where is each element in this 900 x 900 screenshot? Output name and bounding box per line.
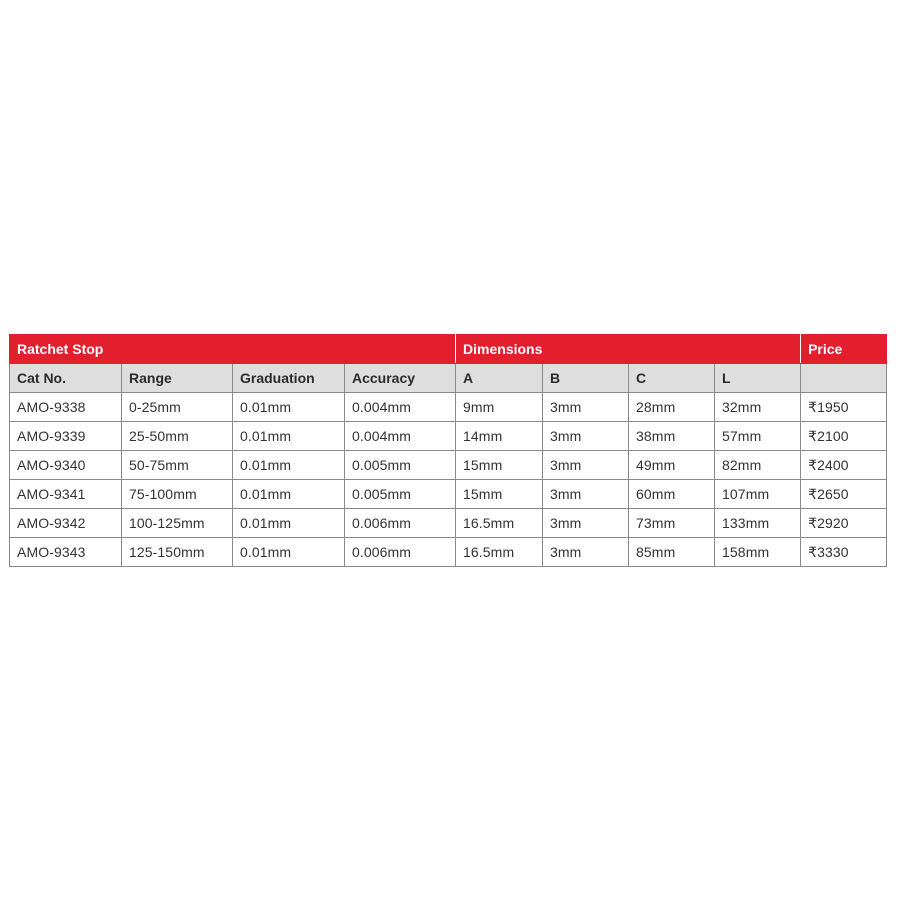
table-row bbox=[10, 422, 887, 451]
cell-range: 100-125mm bbox=[122, 509, 233, 538]
cell-price: ₹1950 bbox=[801, 393, 887, 422]
cell-a: 15mm bbox=[456, 451, 543, 480]
cell-a: 9mm bbox=[456, 393, 543, 422]
group-header-price: Price bbox=[801, 335, 887, 364]
cell-l: 158mm bbox=[715, 538, 801, 567]
cell-b: 3mm bbox=[543, 480, 629, 509]
cell-l: 107mm bbox=[715, 480, 801, 509]
cell-l: 57mm bbox=[715, 422, 801, 451]
cell-graduation: 0.01mm bbox=[233, 393, 345, 422]
cell-accuracy: 0.006mm bbox=[345, 509, 456, 538]
cell-l: 133mm bbox=[715, 509, 801, 538]
column-header-cat-no: Cat No. bbox=[10, 364, 122, 393]
ratchet-stop-spec-table bbox=[9, 334, 887, 567]
table-row bbox=[10, 538, 887, 567]
cell-a: 15mm bbox=[456, 480, 543, 509]
table-row bbox=[10, 393, 887, 422]
column-header-l: L bbox=[715, 364, 801, 393]
cell-accuracy: 0.004mm bbox=[345, 393, 456, 422]
cell-c: 49mm bbox=[629, 451, 715, 480]
column-header-b: B bbox=[543, 364, 629, 393]
cell-c: 60mm bbox=[629, 480, 715, 509]
cell-range: 0-25mm bbox=[122, 393, 233, 422]
group-header-dimensions: Dimensions bbox=[456, 335, 801, 364]
column-header-a: A bbox=[456, 364, 543, 393]
cell-b: 3mm bbox=[543, 538, 629, 567]
cell-c: 73mm bbox=[629, 509, 715, 538]
cell-accuracy: 0.004mm bbox=[345, 422, 456, 451]
table-row bbox=[10, 509, 887, 538]
cell-l: 82mm bbox=[715, 451, 801, 480]
cell-a: 16.5mm bbox=[456, 538, 543, 567]
cell-graduation: 0.01mm bbox=[233, 538, 345, 567]
cell-price: ₹2400 bbox=[801, 451, 887, 480]
group-header-ratchet-stop: Ratchet Stop bbox=[10, 335, 456, 364]
cell-price: ₹2100 bbox=[801, 422, 887, 451]
column-header-row bbox=[10, 364, 887, 393]
cell-cat-no: AMO-9339 bbox=[10, 422, 122, 451]
cell-range: 125-150mm bbox=[122, 538, 233, 567]
cell-b: 3mm bbox=[543, 422, 629, 451]
table-row bbox=[10, 451, 887, 480]
cell-graduation: 0.01mm bbox=[233, 422, 345, 451]
cell-range: 50-75mm bbox=[122, 451, 233, 480]
cell-accuracy: 0.005mm bbox=[345, 451, 456, 480]
cell-cat-no: AMO-9341 bbox=[10, 480, 122, 509]
cell-accuracy: 0.005mm bbox=[345, 480, 456, 509]
cell-price: ₹2650 bbox=[801, 480, 887, 509]
cell-c: 85mm bbox=[629, 538, 715, 567]
cell-cat-no: AMO-9338 bbox=[10, 393, 122, 422]
cell-graduation: 0.01mm bbox=[233, 509, 345, 538]
column-header-c: C bbox=[629, 364, 715, 393]
cell-price: ₹2920 bbox=[801, 509, 887, 538]
cell-b: 3mm bbox=[543, 509, 629, 538]
cell-c: 28mm bbox=[629, 393, 715, 422]
cell-cat-no: AMO-9340 bbox=[10, 451, 122, 480]
column-header-range: Range bbox=[122, 364, 233, 393]
cell-range: 75-100mm bbox=[122, 480, 233, 509]
cell-range: 25-50mm bbox=[122, 422, 233, 451]
group-header-row bbox=[10, 335, 887, 364]
cell-a: 14mm bbox=[456, 422, 543, 451]
cell-price: ₹3330 bbox=[801, 538, 887, 567]
cell-l: 32mm bbox=[715, 393, 801, 422]
cell-cat-no: AMO-9343 bbox=[10, 538, 122, 567]
column-header-price bbox=[801, 364, 887, 393]
cell-cat-no: AMO-9342 bbox=[10, 509, 122, 538]
cell-b: 3mm bbox=[543, 393, 629, 422]
cell-graduation: 0.01mm bbox=[233, 451, 345, 480]
cell-b: 3mm bbox=[543, 451, 629, 480]
cell-accuracy: 0.006mm bbox=[345, 538, 456, 567]
cell-c: 38mm bbox=[629, 422, 715, 451]
column-header-graduation: Graduation bbox=[233, 364, 345, 393]
cell-graduation: 0.01mm bbox=[233, 480, 345, 509]
cell-a: 16.5mm bbox=[456, 509, 543, 538]
column-header-accuracy: Accuracy bbox=[345, 364, 456, 393]
table-row bbox=[10, 480, 887, 509]
